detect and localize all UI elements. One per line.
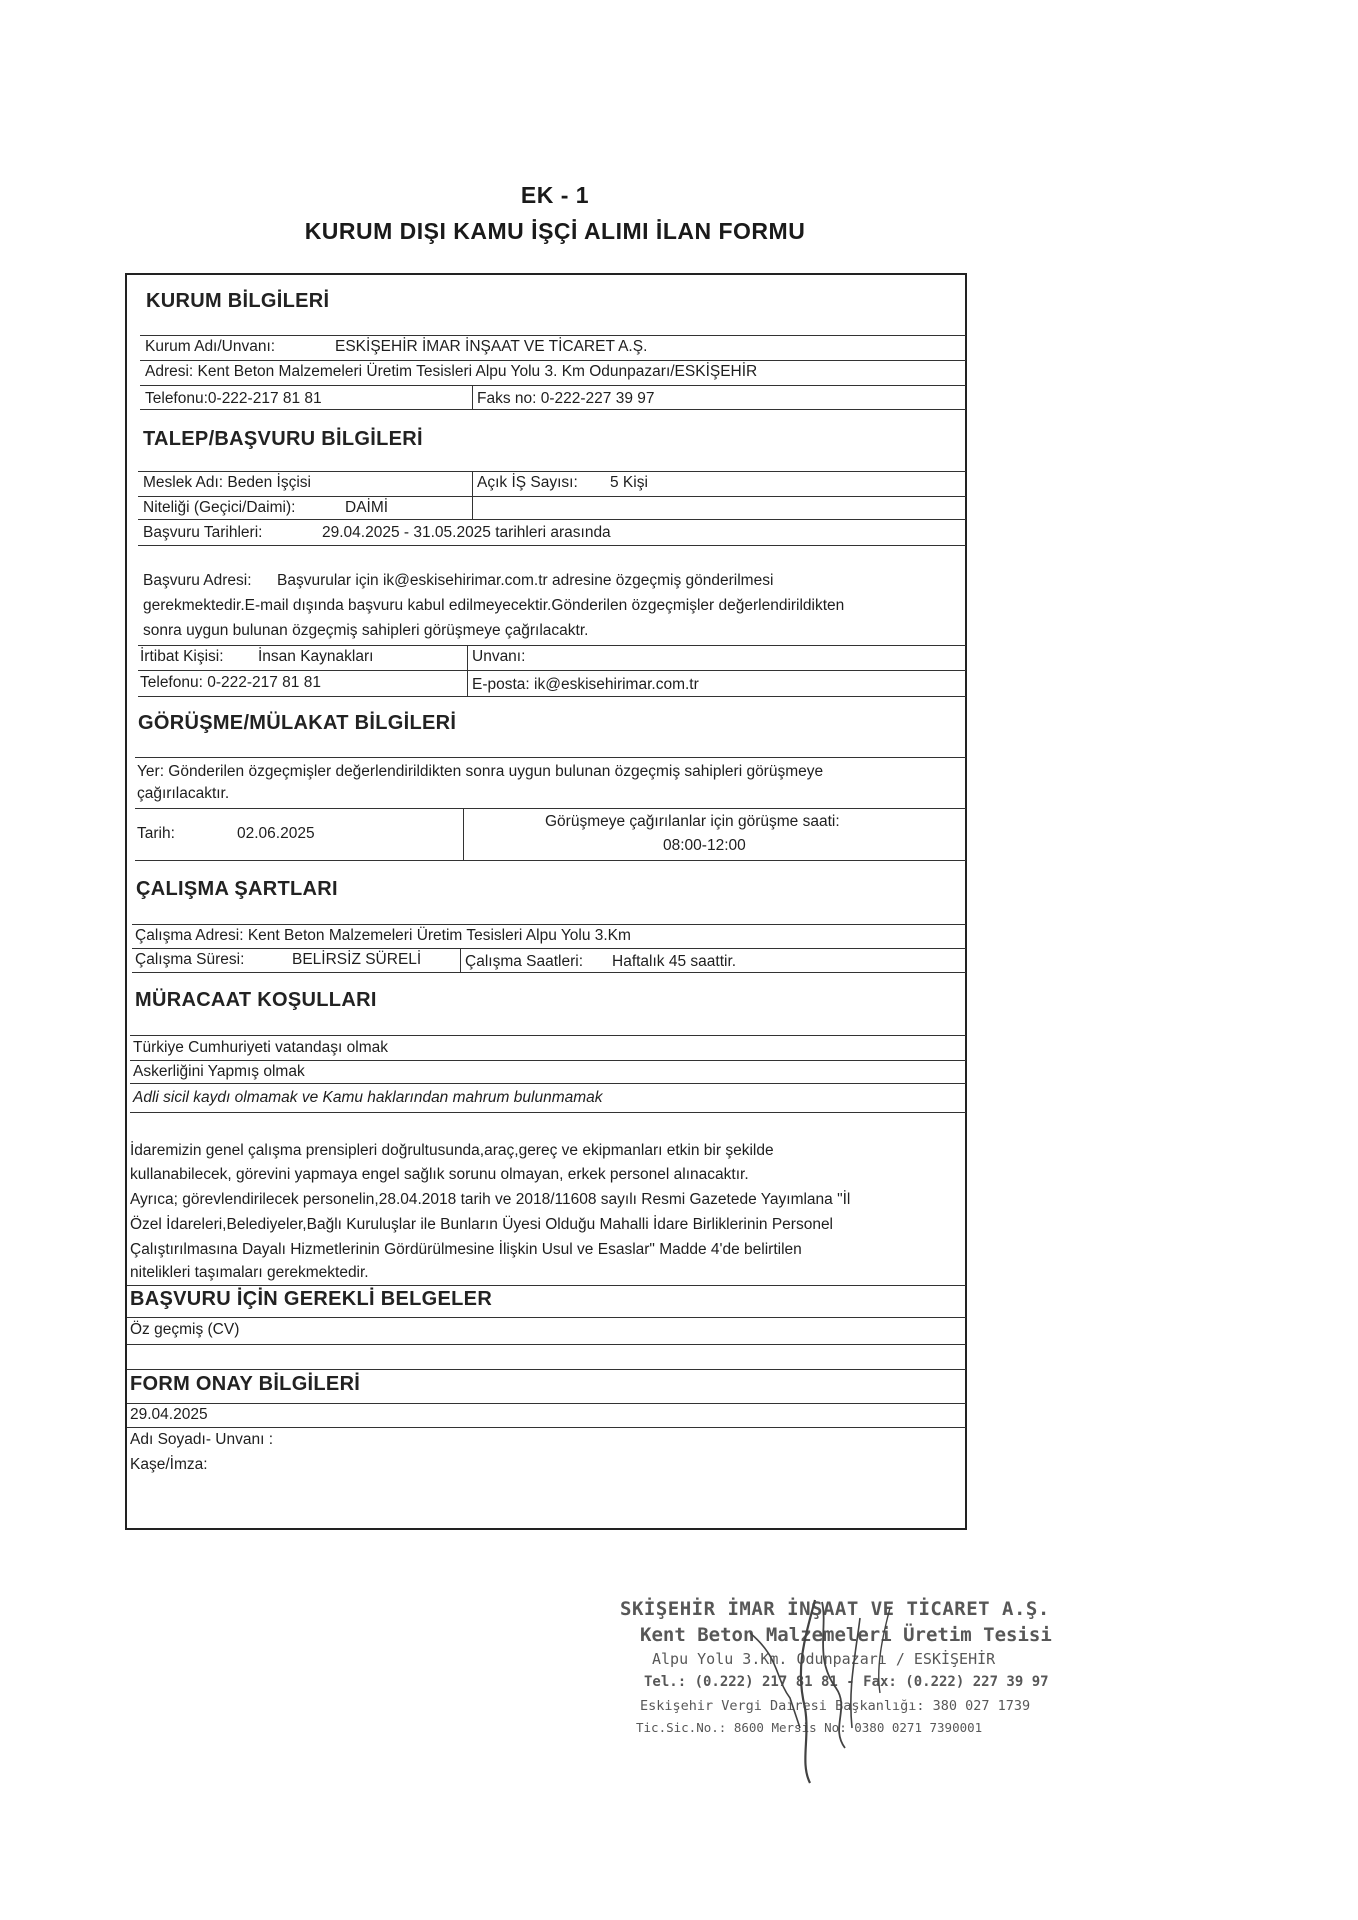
work-hours-value: Haftalık 45 saattir. xyxy=(612,953,737,970)
profession: Meslek Adı: Beden İşçisi xyxy=(143,474,311,491)
application-address-line1: Başvurular için ik@eskisehirimar.com.tr adresine özgeçmiş gönderilmesi xyxy=(277,572,774,589)
stamp-line-6: Tic.Sic.No.: 8600 Mersis No: 0380 0271 7390001 xyxy=(636,1720,983,1735)
stamp-line-1: SKİŞEHİR İMAR İNŞAAT VE TİCARET A.Ş. xyxy=(620,1598,1050,1620)
contact-email: E-posta: ik@eskisehirimar.com.tr xyxy=(472,676,699,693)
application-address-line3: sonra uygun bulunan özgeçmiş sahipleri görüşmeye çağrılacaktr. xyxy=(143,622,589,639)
conditions-paragraph-line2: kullanabilecek, görevini yapmaya engel sağlık sorunu olmayan, erkek personel alınacaktır. xyxy=(130,1166,749,1183)
interview-time-value: 08:00-12:00 xyxy=(663,837,746,854)
interview-place-line1: Yer: Gönderilen özgeçmişler değerlendirildikten sonra uygun bulunan özgeçmiş sahipleri görüşmeye xyxy=(137,763,824,780)
contact-label: İrtibat Kişisi: xyxy=(140,648,224,665)
document-cv: Öz geçmiş (CV) xyxy=(130,1321,240,1338)
talep-heading: TALEP/BAŞVURU BİLGİLERİ xyxy=(143,428,423,450)
annex-label: EK - 1 xyxy=(520,182,590,208)
onay-heading: FORM ONAY BİLGİLERİ xyxy=(130,1373,361,1395)
interview-place-line2: çağırılacaktır. xyxy=(137,785,230,802)
kurum-heading: KURUM BİLGİLERİ xyxy=(146,290,330,312)
dates-label: Başvuru Tarihleri: xyxy=(143,524,263,541)
institution-phone: Telefonu:0-222-217 81 81 xyxy=(145,390,322,407)
condition-3: Adli sicil kaydı olmamak ve Kamu haklarından mahrum bulunmamak xyxy=(133,1089,603,1106)
work-hours-label: Çalışma Saatleri: xyxy=(465,953,584,970)
conditions-paragraph-line5: Çalıştırılmasına Dayalı Hizmetlerinin Gördürülmesine İlişkin Usul ve Esaslar" Madde 4'de belirtilen xyxy=(130,1241,802,1258)
contact-phone: Telefonu: 0-222-217 81 81 xyxy=(140,674,321,691)
application-address-line2: gerekmektedir.E-mail dışında başvuru kabul edilmeyecektir.Gönderilen özgeçmişler değerlendirildikten xyxy=(143,597,845,614)
form-title: KURUM DIŞI KAMU İŞÇİ ALIMI İLAN FORMU xyxy=(304,218,806,244)
work-duration-value: BELİRSİZ SÜRELİ xyxy=(292,951,422,968)
openings-value: 5 Kişi xyxy=(610,474,648,491)
interview-time-label: Görüşmeye çağırılanlar için görüşme saati: xyxy=(545,813,840,830)
institution-fax: Faks no: 0-222-227 39 97 xyxy=(477,390,655,407)
institution-address: Adresi: Kent Beton Malzemeleri Üretim Tesisleri Alpu Yolu 3. Km Odunpazarı/ESKİŞEHİR xyxy=(145,363,758,380)
gorusme-heading: GÖRÜŞME/MÜLAKAT BİLGİLERİ xyxy=(138,712,457,734)
signature-mark xyxy=(600,1598,983,1788)
nature-label: Niteliği (Geçici/Daimi): xyxy=(143,499,296,516)
stamp-line-3: Alpu Yolu 3.Km. Odunpazarı / ESKİŞEHİR xyxy=(652,1650,996,1668)
calisma-heading: ÇALIŞMA ŞARTLARI xyxy=(136,878,338,900)
institution-name-label: Kurum Adı/Unvanı: xyxy=(145,338,276,355)
work-address: Çalışma Adresi: Kent Beton Malzemeleri Üretim Tesisleri Alpu Yolu 3.Km xyxy=(135,927,631,944)
condition-1: Türkiye Cumhuriyeti vatandaşı olmak xyxy=(133,1039,388,1056)
contact-value: İnsan Kaynakları xyxy=(258,648,374,665)
company-stamp xyxy=(600,1598,1052,1788)
interview-date-label: Tarih: xyxy=(137,825,175,842)
dates-value: 29.04.2025 - 31.05.2025 tarihleri arasında xyxy=(322,524,611,541)
condition-2: Askerliğini Yapmış olmak xyxy=(133,1063,305,1080)
nature-value: DAİMİ xyxy=(345,499,389,516)
stamp-line-4: Tel.: (0.222) 217 81 81 - Fax: (0.222) 227 39 97 xyxy=(644,1674,1049,1690)
approval-date: 29.04.2025 xyxy=(130,1406,208,1423)
conditions-paragraph-line3: Ayrıca; görevlendirilecek personelin,28.04.2018 tarih ve 2018/11608 sayılı Resmi Gazetede Yayımlana "İl xyxy=(130,1191,851,1208)
institution-name-value: ESKİŞEHİR İMAR İNŞAAT VE TİCARET A.Ş. xyxy=(335,338,648,355)
conditions-paragraph-line1: İdaremizin genel çalışma prensipleri doğrultusunda,araç,gereç ve ekipmanları etkin bir şekilde xyxy=(130,1142,774,1159)
openings-label: Açık İŞ Sayısı: xyxy=(477,474,578,491)
interview-date-value: 02.06.2025 xyxy=(237,825,315,842)
belgeler-heading: BAŞVURU İÇİN GEREKLİ BELGELER xyxy=(130,1288,493,1310)
approval-name-label: Adı Soyadı- Unvanı : xyxy=(130,1431,274,1448)
stamp-line-2: Kent Beton Malzemeleri Üretim Tesisi xyxy=(640,1624,1052,1646)
contact-title-label: Unvanı: xyxy=(472,648,526,665)
approval-stamp-label: Kaşe/İmza: xyxy=(130,1456,208,1473)
stamp-line-5: Eskişehir Vergi Dairesi Başkanlığı: 380 027 1739 xyxy=(640,1698,1031,1714)
form-box xyxy=(125,273,967,1530)
conditions-paragraph-line4: Özel İdareleri,Belediyeler,Bağlı Kuruluşlar ile Bunların Üyesi Olduğu Mahalli İdare Birliklerinin Personel xyxy=(130,1216,834,1233)
conditions-paragraph-line6: nitelikleri taşımaları gerekmektedir. xyxy=(130,1264,369,1281)
muracaat-heading: MÜRACAAT KOŞULLARI xyxy=(135,989,377,1011)
application-address-label: Başvuru Adresi: xyxy=(143,572,252,589)
work-duration-label: Çalışma Süresi: xyxy=(135,951,245,968)
